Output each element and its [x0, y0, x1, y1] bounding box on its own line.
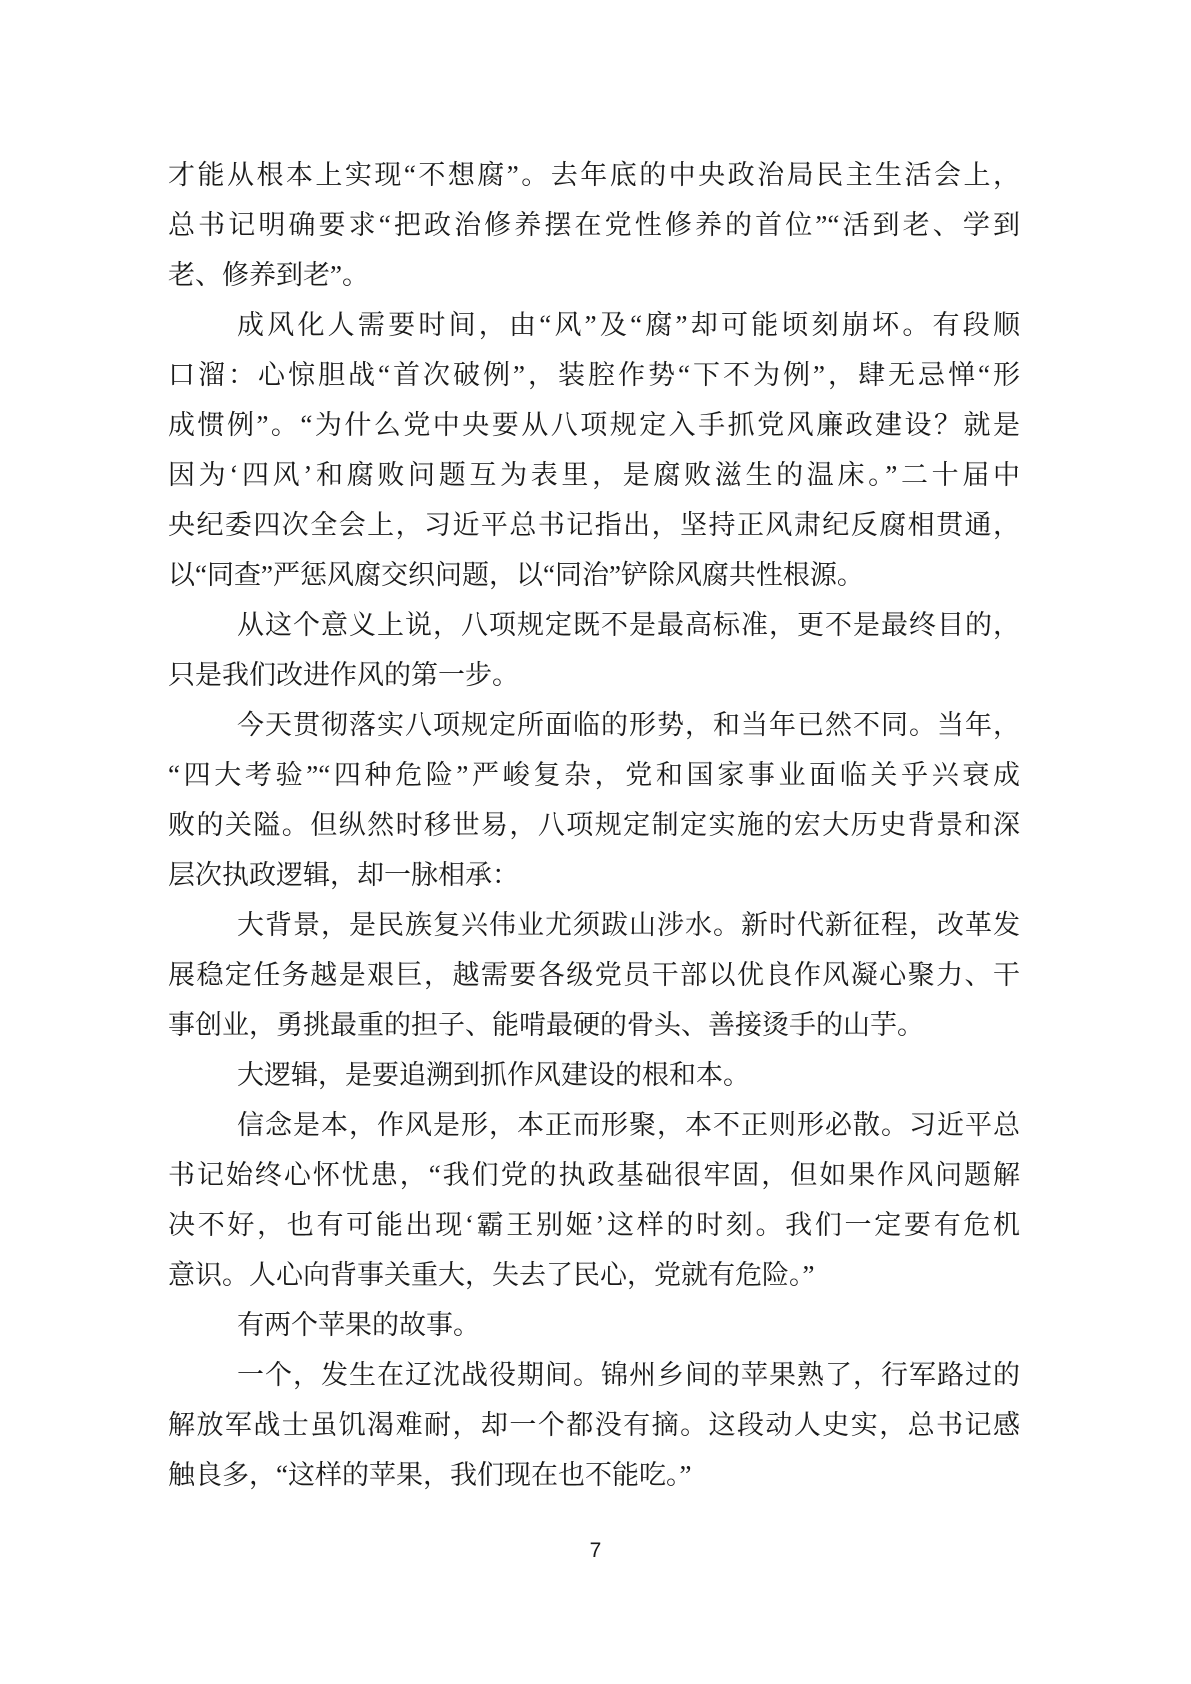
- text-line: 今天贯彻落实八项规定所面临的形势，和当年已然不同。当年，: [237, 710, 1020, 740]
- text-line: 只是我们改进作风的第一步。: [168, 660, 519, 690]
- paragraph: [168, 1300, 1020, 1350]
- text-line: 大背景，是民族复兴伟业尤须跋山涉水。新时代新征程，改革发: [237, 910, 1020, 940]
- text-line: 老、修养到老”。: [168, 260, 369, 290]
- text-line: 信念是本，作风是形，本正而形聚，本不正则形必散。习近平总: [237, 1110, 1020, 1140]
- text-line: 成风化人需要时间，由“风”及“腐”却可能顷刻崩坏。有段顺: [237, 310, 1020, 340]
- text-line: 总书记明确要求“把政治修养摆在党性修养的首位”“活到老、学到: [168, 210, 1020, 240]
- text-line: 以“同查”严惩风腐交织问题，以“同治”铲除风腐共性根源。: [168, 560, 864, 590]
- paragraph: [168, 1350, 1020, 1500]
- text-line: 意识。人心向背事关重大，失去了民心，党就有危险。”: [168, 1260, 815, 1290]
- page-number: 7: [589, 1539, 602, 1562]
- paragraph: [168, 1050, 1020, 1100]
- paragraph: [168, 600, 1020, 700]
- text-line: “四大考验”“四种危险”严峻复杂，党和国家事业面临关乎兴衰成: [168, 760, 1020, 790]
- text-line: 从这个意义上说，八项规定既不是最高标准，更不是最终目的，: [237, 610, 1020, 640]
- paragraph: [168, 1100, 1020, 1300]
- paragraph: [168, 900, 1020, 1050]
- text-line: 决不好，也有可能出现‘霸王别姬’这样的时刻。我们一定要有危机: [168, 1210, 1020, 1240]
- text-line: 口溜：心惊胆战“首次破例”，装腔作势“下不为例”，肆无忌惮“形: [168, 360, 1020, 390]
- text-line: 解放军战士虽饥渴难耐，却一个都没有摘。这段动人史实，总书记感: [168, 1410, 1020, 1440]
- text-line: 有两个苹果的故事。: [237, 1310, 480, 1340]
- text-line: 层次执政逻辑，却一脉相承：: [168, 860, 519, 890]
- text-line: 央纪委四次全会上，习近平总书记指出，坚持正风肃纪反腐相贯通，: [168, 510, 1020, 540]
- text-line: 因为‘四风’和腐败问题互为表里，是腐败滋生的温床。”二十届中: [168, 460, 1020, 490]
- text-line: 败的关隘。但纵然时移世易，八项规定制定实施的宏大历史背景和深: [168, 810, 1020, 840]
- paragraph: [168, 300, 1020, 600]
- text-line: 事创业，勇挑最重的担子、能啃最硬的骨头、善接烫手的山芋。: [168, 1010, 924, 1040]
- text-line: 大逻辑，是要追溯到抓作风建设的根和本。: [237, 1060, 750, 1090]
- text-line: 书记始终心怀忧患，“我们党的执政基础很牢固，但如果作风问题解: [168, 1160, 1020, 1190]
- text-line: 成惯例”。“为什么党中央要从八项规定入手抓党风廉政建设？就是: [168, 410, 1020, 440]
- text-line: 触良多，“这样的苹果，我们现在也不能吃。”: [168, 1460, 692, 1490]
- paragraph: [168, 150, 1020, 300]
- text-line: 展稳定任务越是艰巨，越需要各级党员干部以优良作风凝心聚力、干: [168, 960, 1020, 990]
- text-line: 一个，发生在辽沈战役期间。锦州乡间的苹果熟了，行军路过的: [237, 1360, 1020, 1390]
- document-body: [168, 150, 1020, 1500]
- paragraph: [168, 700, 1020, 900]
- text-line: 才能从根本上实现“不想腐”。去年底的中央政治局民主生活会上，: [168, 160, 1020, 190]
